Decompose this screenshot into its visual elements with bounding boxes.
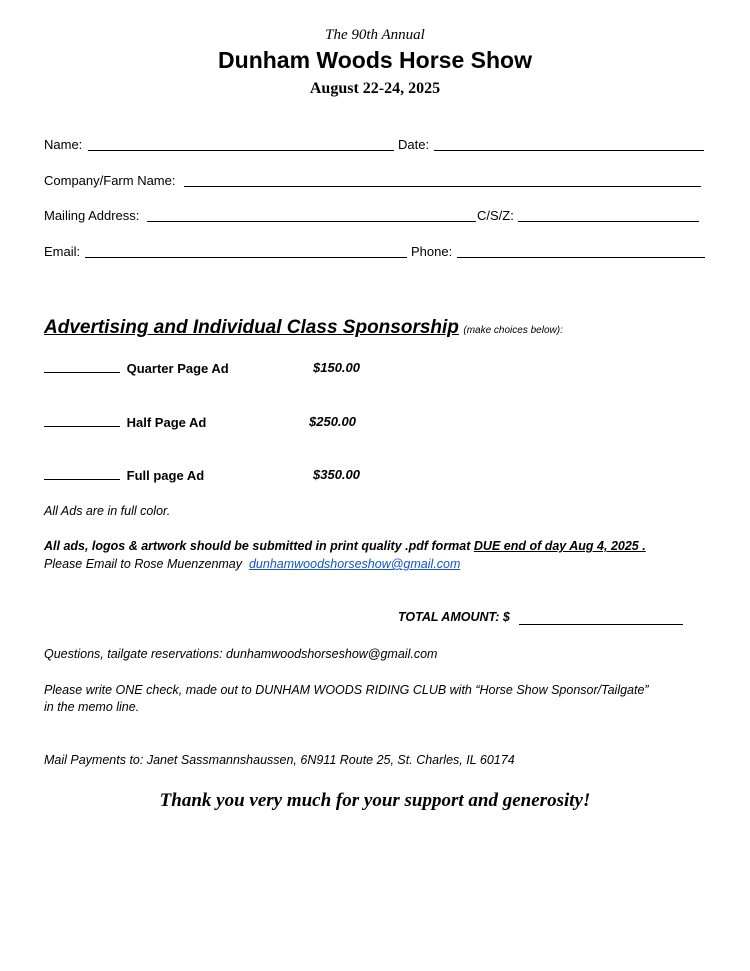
company-field[interactable]: [184, 186, 701, 187]
mailing-address-field[interactable]: [147, 221, 476, 222]
phone-field[interactable]: [457, 257, 705, 258]
option-full-page[interactable]: [44, 467, 204, 483]
sponsorship-note: (make choices below):: [463, 325, 563, 336]
company-label: Company/Farm Name:: [44, 173, 176, 188]
option-quarter-page[interactable]: [44, 360, 229, 376]
email-field[interactable]: [85, 257, 407, 258]
date-field[interactable]: [434, 150, 704, 151]
thank-you-message: Thank you very much for your support and generosity!: [159, 790, 591, 811]
name-field[interactable]: [88, 150, 394, 151]
sponsorship-heading: Advertising and Individual Class Sponsorship: [44, 317, 459, 338]
check-instructions-line2: in the memo line.: [44, 700, 140, 714]
half-page-label: Half Page Ad: [126, 415, 207, 430]
quarter-page-label: Quarter Page Ad: [126, 361, 229, 376]
half-page-price: $250.00: [309, 414, 356, 429]
check-instructions-line1: Please write ONE check, made out to DUNHAM WOODS RIDING CLUB with “Horse Show Sponsor/Tailgate”: [44, 683, 649, 697]
quarter-page-blank[interactable]: [44, 360, 120, 373]
annual-subtitle: The 90th Annual: [325, 27, 425, 43]
full-page-price: $350.00: [313, 467, 360, 482]
name-label: Name:: [44, 137, 83, 152]
phone-label: Phone:: [411, 244, 453, 259]
show-dates: August 22-24, 2025: [309, 80, 441, 97]
submission-instructions: [44, 539, 646, 553]
submission-text: All ads, logos & artwork should be submitted in print quality .pdf format: [44, 539, 474, 553]
option-half-page[interactable]: [44, 414, 206, 430]
contact-email-link[interactable]: dunhamwoodshorseshow@gmail.com: [248, 557, 461, 571]
email-instructions-text: Please Email to Rose Muenzenmay: [44, 557, 243, 571]
mail-payments-text: Mail Payments to: Janet Sassmannshaussen, 6N911 Route 25, St. Charles, IL 60174: [44, 753, 515, 767]
due-date-text: DUE end of day Aug 4, 2025 .: [473, 539, 646, 553]
quarter-page-price: $150.00: [313, 360, 360, 375]
csz-label: C/S/Z:: [477, 208, 514, 223]
sponsorship-heading-row: [44, 317, 563, 339]
mailing-address-label: Mailing Address:: [44, 208, 140, 223]
page-title: Dunham Woods Horse Show: [218, 47, 532, 73]
csz-field[interactable]: [518, 221, 699, 222]
email-label: Email:: [44, 244, 81, 259]
half-page-blank[interactable]: [44, 414, 120, 427]
full-color-note: All Ads are in full color.: [44, 504, 171, 518]
email-instructions: [44, 557, 460, 571]
full-page-label: Full page Ad: [126, 468, 205, 483]
total-amount-field[interactable]: [519, 624, 683, 625]
questions-text: Questions, tailgate reservations: dunhamwoodshorseshow@gmail.com: [44, 647, 438, 661]
full-page-blank[interactable]: [44, 467, 120, 480]
total-amount-label: TOTAL AMOUNT: $: [398, 610, 510, 624]
date-label: Date:: [398, 137, 430, 152]
